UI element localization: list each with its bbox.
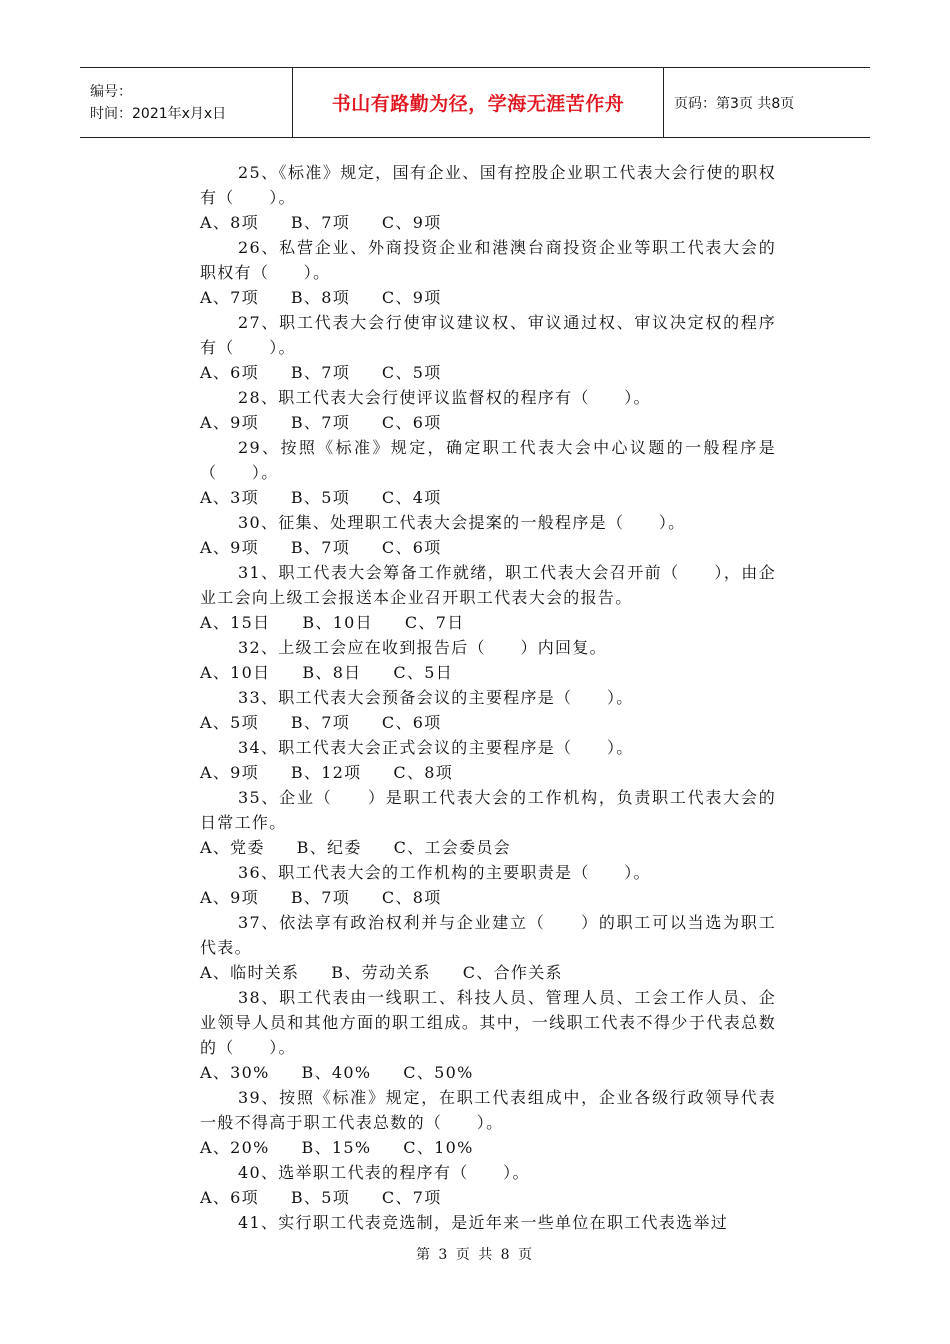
answer-options: A、9项 B、7项 C、6项 [200,538,442,557]
question-text: 25、《标准》规定，国有企业、国有控股企业职工代表大会行使的职权有（ ）。 [200,163,776,207]
answer-options: A、8项 B、7项 C、9项 [200,213,442,232]
answer-options: A、6项 B、7项 C、5项 [200,363,442,382]
answer-options: A、9项 B、7项 C、8项 [200,888,442,907]
answer-options: A、7项 B、8项 C、9项 [200,288,442,307]
question-text: 33、职工代表大会预备会议的主要程序是（ ）。 [238,688,634,707]
question-text: 30、征集、处理职工代表大会提案的一般程序是（ ）。 [238,513,686,532]
question-text: 32、上级工会应在收到报告后（ ）内回复。 [238,638,607,657]
serial-label: 编号： [90,83,132,100]
page-footer: 第 3 页 共 8 页 [415,1247,535,1263]
header-meta [80,68,293,137]
question-text: 31、职工代表大会筹备工作就绪，职工代表大会召开前（ ），由企业工会向上级工会报送本企业召开职工代表大会的报告。 [200,563,776,607]
answer-options: A、6项 B、5项 C、7项 [200,1188,442,1207]
question-text: 36、职工代表大会的工作机构的主要职责是（ ）。 [238,863,651,882]
answer-options: A、15日 B、10日 C、7日 [200,613,465,632]
time-label: 时间：2021年x月x日 [90,105,227,122]
question-text: 37、依法享有政治权利并与企业建立（ ）的职工可以当选为职工代表。 [200,913,776,957]
question-text: 34、职工代表大会正式会议的主要程序是（ ）。 [238,738,634,757]
header-motto: 书山有路勤为径，学海无涯苦作舟 [293,68,664,137]
answer-options: A、9项 B、7项 C、6项 [200,413,442,432]
answer-options: A、20% B、15% C、10% [200,1138,474,1157]
question-text: 27、职工代表大会行使审议建议权、审议通过权、审议决定权的程序有（ ）。 [200,313,776,357]
question-text: 29、按照《标准》规定，确定职工代表大会中心议题的一般程序是（ ）。 [200,438,776,482]
document-body [200,160,776,1235]
answer-options: A、3项 B、5项 C、4项 [200,488,442,507]
question-text: 26、私营企业、外商投资企业和港澳台商投资企业等职工代表大会的职权有（ ）。 [200,238,776,282]
question-text: 28、职工代表大会行使评议监督权的程序有（ ）。 [238,388,651,407]
question-text: 41、实行职工代表竞选制，是近年来一些单位在职工代表选举过 [238,1213,729,1232]
answer-options: A、党委 B、纪委 C、工会委员会 [200,838,511,857]
question-text: 35、企业（ ）是职工代表大会的工作机构，负责职工代表大会的日常工作。 [200,788,776,832]
answer-options: A、9项 B、12项 C、8项 [200,763,454,782]
answer-options: A、5项 B、7项 C、6项 [200,713,442,732]
answer-options: A、30% B、40% C、50% [200,1063,474,1082]
question-text: 39、按照《标准》规定，在职工代表组成中，企业各级行政领导代表一般不得高于职工代表总数的（ ）。 [200,1088,776,1132]
question-text: 40、选举职工代表的程序有（ ）。 [238,1163,530,1182]
answer-options: A、临时关系 B、劳动关系 C、合作关系 [200,963,563,982]
page-header [80,67,870,138]
header-page-code: 页码：第3页 共8页 [674,95,795,112]
answer-options: A、10日 B、8日 C、5日 [200,663,454,682]
question-text: 38、职工代表由一线职工、科技人员、管理人员、工会工作人员、企业领导人员和其他方面的职工组成。其中，一线职工代表不得少于代表总数的（ ）。 [200,988,776,1057]
